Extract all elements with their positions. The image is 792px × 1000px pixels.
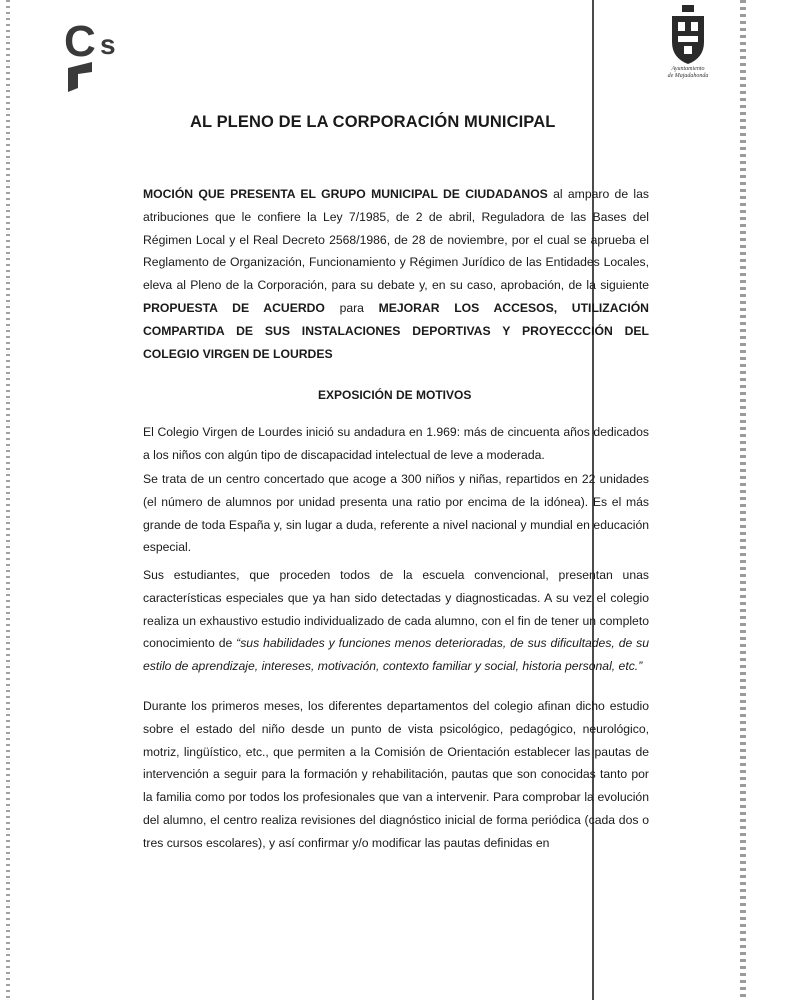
paragraph-students [143, 564, 649, 678]
motion-body: al amparo de las atribuciones que le confiere la Ley 7/1985, de 2 de abril, Reguladora de las Bases del Régimen Local y el Real Decreto 2568/1986, de 28 de noviembre, por el cual se aprueba el Reglamento de Organización, Funcionamiento y Régimen Jurídico de las Entidades Locales, eleva al Pleno de la Corporación, para su debate y, en su caso, aprobación, de la siguiente [143, 187, 649, 293]
ciudadanos-logo [62, 12, 134, 92]
paragraph-diagnosis: Durante los primeros meses, los diferentes departamentos del colegio afinan dicho estudio sobre el estado del niño desde un punto de vista psicológico, pedagógico, neurológico, motriz, lingüístico, etc., que permiten a la Comisión de Orientación establecer las pautas de intervención a seguir para la formación y rehabilitación, pautas que son conocidas tanto por la familia como por todos los profesionales que van a intervenir. Para comprobar la evolución del alumno, el centro realiza revisiones del diagnóstico inicial de forma periódica (cada dos o tres cursos escolares), y así confirmar y/o modificar las pautas definidas en [143, 699, 649, 850]
proposal-label: PROPUESTA DE ACUERDO [143, 300, 325, 315]
crest-caption-line2: de Majadahonda [667, 73, 709, 79]
municipal-crest [660, 4, 716, 86]
document-title: AL PLENO DE LA CORPORACIÓN MUNICIPAL [190, 113, 556, 131]
proposal-connector: para [324, 300, 379, 315]
paragraph-history: El Colegio Virgen de Lourdes inició su andadura en 1.969: más de cincuenta años dedicados a los niños con algún tipo de discapacidad intelectual de leve a moderada. [143, 425, 649, 462]
motion-lead: MOCIÓN QUE PRESENTA EL GRUPO MUNICIPAL DE CIUDADANOS [143, 187, 548, 201]
crest-caption-line1: Ayuntamiento [671, 66, 705, 72]
intro-paragraph [143, 183, 649, 365]
scan-edge-left [6, 0, 10, 1000]
svg-text:C: C [64, 17, 96, 66]
svg-text:s: s [100, 29, 116, 60]
proposal-subject: MEJORAR LOS ACCESOS, UTILIZACIÓN COMPARTIDA DE SUS INSTALACIONES DEPORTIVAS Y PROYECCCIÓN DEL COLEGIO VIRGEN DE LOURDES [143, 300, 649, 361]
crest-icon [668, 4, 708, 66]
students-quote: “sus habilidades y funciones menos deterioradas, de sus dificultades, de su estilo de aprendizaje, intereses, motivación, contexto familiar y social, historia personal, etc.” [143, 636, 650, 674]
section-heading: EXPOSICIÓN DE MOTIVOS [318, 388, 472, 402]
students-text: Sus estudiantes, que proceden todos de la escuela convencional, presentan unas características especiales que ya han sido detectadas y diagnosticadas. A su vez el colegio realiza un exhaustivo estudio individualizado de cada alumno, con el fin de tener un completo conocimiento de [143, 568, 649, 651]
paragraph-center: Se trata de un centro concertado que acoge a 300 niños y niñas, repartidos en 22 unidades (el número de alumnos por unidad presenta una ratio por encima de la idónea). Es el más grande de toda España y, sin lugar a duda, referente a nivel nacional y mundial en educación especial. [143, 472, 649, 555]
ciudadanos-logo-icon [62, 12, 134, 92]
scan-edge-right [740, 0, 746, 1000]
